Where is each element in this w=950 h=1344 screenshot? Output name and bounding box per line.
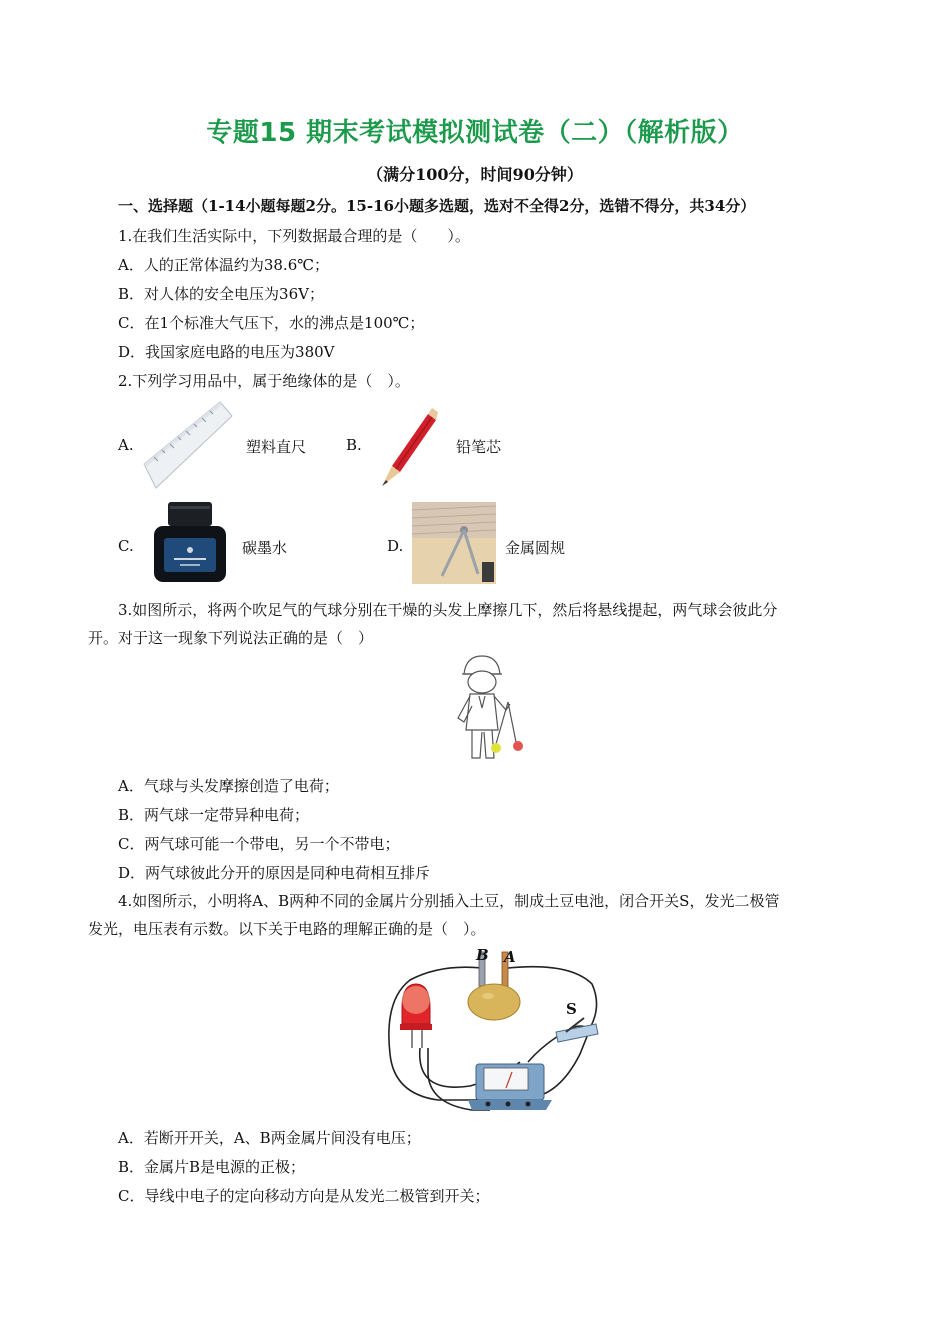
q1-option-d: D．我国家庭电路的电压为380V (118, 343, 335, 361)
q2-option-c-label: 碳墨水 (242, 539, 288, 557)
q3-option-d: D．两气球彼此分开的原因是同种电荷相互排斥 (118, 864, 431, 882)
q1-stem: 1.在我们生活实际中，下列数据最合理的是（ ）。 (118, 227, 470, 245)
q3-option-a: A．气球与头发摩擦创造了电荷； (118, 777, 339, 795)
document-title: 专题15 期末考试模拟测试卷（二）（解析版） (206, 118, 744, 148)
q4-stem-line2: 发光，电压表有示数。以下关于电路的理解正确的是（ ）。 (88, 920, 486, 938)
plastic-ruler-image (142, 400, 234, 490)
q2-option-c-letter: C. (118, 537, 134, 555)
potato-battery-circuit-figure (380, 944, 606, 1116)
q2-option-b-letter: B. (346, 436, 362, 454)
q3-option-b: B．两气球一定带异种电荷； (118, 806, 310, 824)
q4-option-a: A．若断开开关，A、B两金属片间没有电压； (118, 1129, 421, 1147)
q2-option-d-label: 金属圆规 (505, 539, 566, 557)
score-time-note: （满分100分，时间90分钟） (367, 165, 583, 184)
metal-compass-image (412, 502, 496, 584)
q4-option-c: C．导线中电子的定向移动方向是从发光二极管到开关； (118, 1187, 490, 1205)
q2-option-a-label: 塑料直尺 (246, 438, 307, 456)
q1-option-a: A．人的正常体温约为38.6℃； (118, 256, 330, 274)
q3-option-c: C．两气球可能一个带电，另一个不带电； (118, 835, 400, 853)
balloon-boy-figure (452, 652, 532, 764)
q1-option-b: B．对人体的安全电压为36V； (118, 285, 324, 303)
q4-figure-label-a: A (504, 948, 516, 966)
q3-stem-line2: 开。对于这一现象下列说法正确的是（ ） (88, 629, 374, 647)
q4-figure-label-b: B (476, 946, 489, 964)
pencil-image (378, 406, 438, 488)
q4-figure-label-s: S (566, 1000, 577, 1018)
q4-option-b: B．金属片B是电源的正极； (118, 1158, 306, 1176)
q2-option-a-letter: A. (118, 436, 134, 454)
ink-bottle-image (150, 500, 230, 584)
q3-stem-line1: 3.如图所示，将两个吹足气的气球分别在干燥的头发上摩擦几下，然后将悬线提起，两气球会彼此分 (118, 601, 778, 619)
q2-option-b-label: 铅笔芯 (456, 438, 502, 456)
q1-option-c: C．在1个标准大气压下，水的沸点是100℃； (118, 314, 425, 332)
section-heading: 一、选择题（1-14小题每题2分。15-16小题多选题，选对不全得2分，选错不得分，共34分） (118, 197, 756, 215)
q4-stem-line1: 4.如图所示，小明将A、B两种不同的金属片分别插入土豆，制成土豆电池，闭合开关S，发光二极管 (118, 892, 780, 910)
q2-option-d-letter: D. (387, 537, 404, 555)
q2-stem: 2.下列学习用品中，属于绝缘体的是（ ）。 (118, 372, 410, 390)
